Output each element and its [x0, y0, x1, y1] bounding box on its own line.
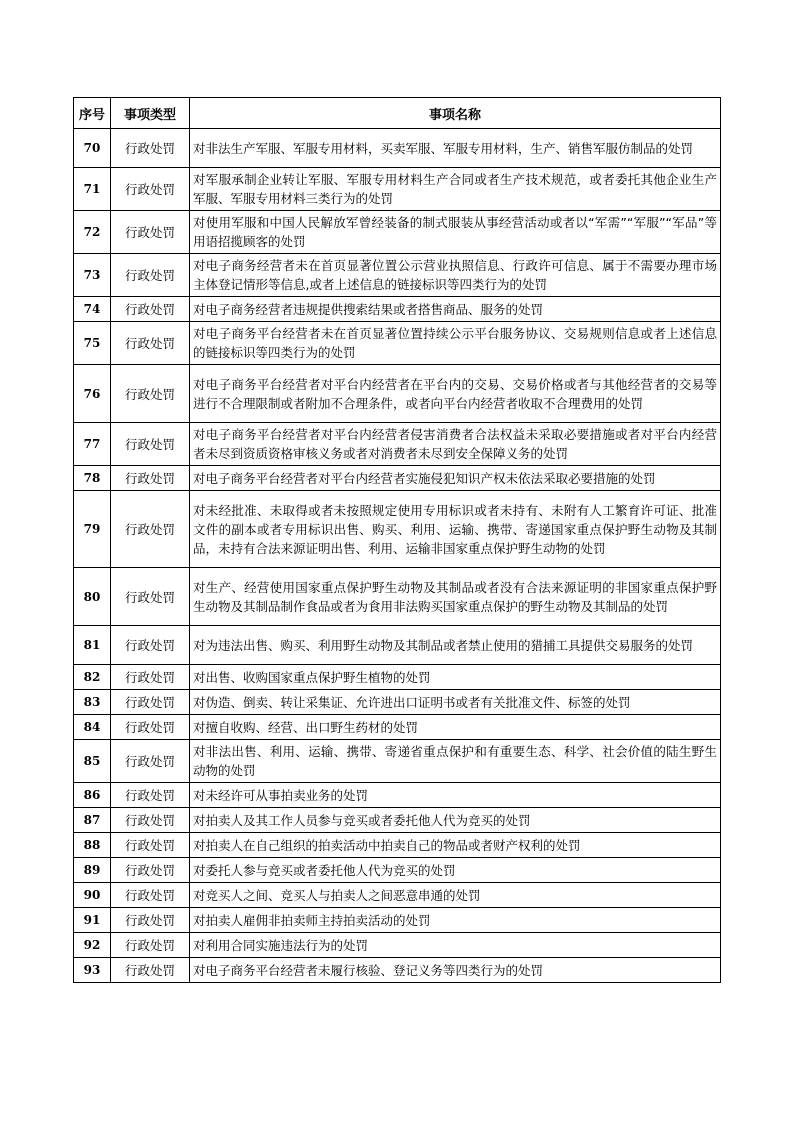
row-serial-number: 86: [74, 783, 111, 808]
row-matter-type: 行政处罚: [111, 715, 190, 740]
table-row: [74, 833, 721, 858]
row-matter-type: 行政处罚: [111, 365, 190, 423]
row-matter-type: 行政处罚: [111, 211, 190, 254]
row-serial-number: 75: [74, 322, 111, 365]
row-matter-name: 对使用军服和中国人民解放军曾经装备的制式服装从事经营活动或者以“军需”“军服”“军品”等用语招揽顾客的处罚: [190, 211, 721, 254]
table-row: [74, 568, 721, 626]
row-matter-type: 行政处罚: [111, 808, 190, 833]
row-serial-number: 84: [74, 715, 111, 740]
row-matter-type: 行政处罚: [111, 297, 190, 322]
row-serial-number: 81: [74, 626, 111, 665]
header-matter-type: 事项类型: [111, 98, 190, 129]
row-serial-number: 89: [74, 858, 111, 883]
table-row: [74, 690, 721, 715]
row-matter-name: 对非法出售、利用、运输、携带、寄递省重点保护和有重要生态、科学、社会价值的陆生野生动物的处罚: [190, 740, 721, 783]
table-row: [74, 740, 721, 783]
row-serial-number: 83: [74, 690, 111, 715]
row-matter-name: 对擅自收购、经营、出口野生药材的处罚: [190, 715, 721, 740]
table-row: [74, 883, 721, 908]
row-matter-type: 行政处罚: [111, 423, 190, 466]
table-row: [74, 626, 721, 665]
table-row: [74, 933, 721, 958]
table-header-row: [74, 98, 721, 129]
row-matter-name: 对电子商务平台经营者对平台内经营者实施侵犯知识产权未依法采取必要措施的处罚: [190, 466, 721, 491]
row-serial-number: 93: [74, 958, 111, 983]
row-matter-type: 行政处罚: [111, 933, 190, 958]
row-serial-number: 72: [74, 211, 111, 254]
row-matter-type: 行政处罚: [111, 783, 190, 808]
row-serial-number: 85: [74, 740, 111, 783]
row-matter-type: 行政处罚: [111, 568, 190, 626]
row-serial-number: 77: [74, 423, 111, 466]
row-matter-name: 对竞买人之间、竞买人与拍卖人之间恶意串通的处罚: [190, 883, 721, 908]
table-row: [74, 715, 721, 740]
matters-table: [73, 97, 721, 983]
table-row: [74, 783, 721, 808]
row-matter-type: 行政处罚: [111, 958, 190, 983]
row-matter-name: 对生产、经营使用国家重点保护野生动物及其制品或者没有合法来源证明的非国家重点保护野生动物及其制品制作食品或者为食用非法购买国家重点保护的野生动物及其制品的处罚: [190, 568, 721, 626]
row-matter-name: 对拍卖人在自己组织的拍卖活动中拍卖自己的物品或者财产权利的处罚: [190, 833, 721, 858]
row-serial-number: 90: [74, 883, 111, 908]
row-matter-name: 对出售、收购国家重点保护野生植物的处罚: [190, 665, 721, 690]
table-row: [74, 297, 721, 322]
row-matter-type: 行政处罚: [111, 254, 190, 297]
row-matter-name: 对伪造、倒卖、转让采集证、允许进出口证明书或者有关批准文件、标签的处罚: [190, 690, 721, 715]
table-row: [74, 365, 721, 423]
row-matter-type: 行政处罚: [111, 740, 190, 783]
header-serial-number: 序号: [74, 98, 111, 129]
row-matter-name: 对电子商务平台经营者未履行核验、登记义务等四类行为的处罚: [190, 958, 721, 983]
table-row: [74, 211, 721, 254]
table-row: [74, 466, 721, 491]
table-row: [74, 491, 721, 568]
row-serial-number: 71: [74, 168, 111, 211]
row-matter-type: 行政处罚: [111, 665, 190, 690]
row-matter-type: 行政处罚: [111, 129, 190, 168]
row-serial-number: 87: [74, 808, 111, 833]
row-serial-number: 79: [74, 491, 111, 568]
row-serial-number: 88: [74, 833, 111, 858]
table-row: [74, 858, 721, 883]
row-serial-number: 82: [74, 665, 111, 690]
table-row: [74, 908, 721, 933]
row-serial-number: 92: [74, 933, 111, 958]
row-matter-name: 对电子商务平台经营者对平台内经营者侵害消费者合法权益未采取必要措施或者对平台内经营者未尽到资质资格审核义务或者对消费者未尽到安全保障义务的处罚: [190, 423, 721, 466]
row-matter-type: 行政处罚: [111, 833, 190, 858]
row-serial-number: 70: [74, 129, 111, 168]
row-serial-number: 78: [74, 466, 111, 491]
row-serial-number: 80: [74, 568, 111, 626]
table-row: [74, 665, 721, 690]
row-matter-type: 行政处罚: [111, 466, 190, 491]
row-matter-type: 行政处罚: [111, 168, 190, 211]
row-matter-name: 对军服承制企业转让军服、军服专用材料生产合同或者生产技术规范，或者委托其他企业生产军服、军服专用材料三类行为的处罚: [190, 168, 721, 211]
table-row: [74, 808, 721, 833]
row-matter-name: 对拍卖人及其工作人员参与竞买或者委托他人代为竞买的处罚: [190, 808, 721, 833]
row-serial-number: 74: [74, 297, 111, 322]
document-page: [73, 97, 720, 983]
table-row: [74, 168, 721, 211]
row-serial-number: 76: [74, 365, 111, 423]
row-matter-name: 对电子商务经营者违规提供搜索结果或者搭售商品、服务的处罚: [190, 297, 721, 322]
table-row: [74, 254, 721, 297]
table-row: [74, 958, 721, 983]
table-row: [74, 423, 721, 466]
row-matter-type: 行政处罚: [111, 491, 190, 568]
row-matter-type: 行政处罚: [111, 626, 190, 665]
row-matter-name: 对未经许可从事拍卖业务的处罚: [190, 783, 721, 808]
row-matter-name: 对为违法出售、购买、利用野生动物及其制品或者禁止使用的猎捕工具提供交易服务的处罚: [190, 626, 721, 665]
table-row: [74, 322, 721, 365]
row-serial-number: 73: [74, 254, 111, 297]
row-matter-name: 对电子商务经营者未在首页显著位置公示营业执照信息、行政许可信息、属于不需要办理市场主体登记情形等信息,或者上述信息的链接标识等四类行为的处罚: [190, 254, 721, 297]
row-matter-name: 对拍卖人雇佣非拍卖师主持拍卖活动的处罚: [190, 908, 721, 933]
row-matter-name: 对委托人参与竞买或者委托他人代为竞买的处罚: [190, 858, 721, 883]
row-matter-type: 行政处罚: [111, 858, 190, 883]
row-matter-type: 行政处罚: [111, 883, 190, 908]
row-matter-type: 行政处罚: [111, 690, 190, 715]
row-matter-name: 对电子商务平台经营者未在首页显著位置持续公示平台服务协议、交易规则信息或者上述信息的链接标识等四类行为的处罚: [190, 322, 721, 365]
row-matter-name: 对非法生产军服、军服专用材料，买卖军服、军服专用材料，生产、销售军服仿制品的处罚: [190, 129, 721, 168]
header-matter-name: 事项名称: [190, 98, 721, 129]
row-matter-name: 对利用合同实施违法行为的处罚: [190, 933, 721, 958]
row-matter-type: 行政处罚: [111, 908, 190, 933]
table-row: [74, 129, 721, 168]
row-matter-name: 对未经批准、未取得或者未按照规定使用专用标识或者未持有、未附有人工繁育许可证、批准文件的副本或者专用标识出售、购买、利用、运输、携带、寄递国家重点保护野生动物及其制品，未持有合法来源证明出售、利用、运输非国家重点保护野生动物的处罚: [190, 491, 721, 568]
row-serial-number: 91: [74, 908, 111, 933]
row-matter-name: 对电子商务平台经营者对平台内经营者在平台内的交易、交易价格或者与其他经营者的交易等进行不合理限制或者附加不合理条件，或者向平台内经营者收取不合理费用的处罚: [190, 365, 721, 423]
row-matter-type: 行政处罚: [111, 322, 190, 365]
